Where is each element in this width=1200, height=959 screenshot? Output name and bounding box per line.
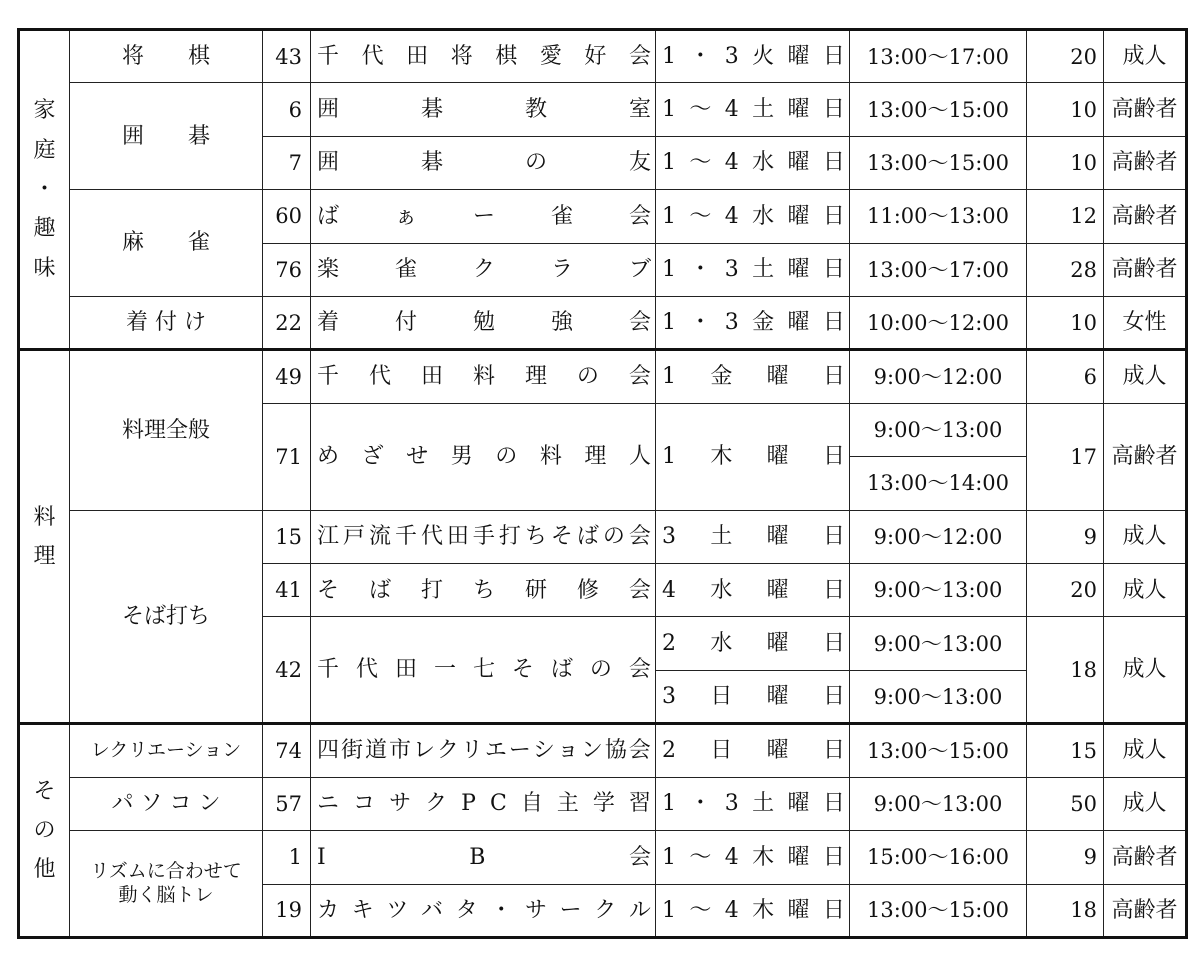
meeting-time: 9:00〜13:00 [850,617,1027,670]
subcategory-label: パ ソ コ ン [111,791,221,817]
meeting-day [656,297,850,350]
table-row [19,510,1187,563]
member-count: 18 [1027,617,1104,724]
group-name [311,136,656,189]
category-label: 家 庭 ・ 趣 味 [33,98,56,281]
member-count: 9 [1027,510,1104,563]
meeting-time: 9:00〜13:00 [850,564,1027,617]
subcategory-cell [70,350,263,510]
target-group: 成人 [1104,30,1187,83]
group-name [311,884,656,937]
subcategory-label: そば打ち [121,603,210,629]
group-name [311,350,656,403]
subcategory-label: レクリエーション [90,739,242,762]
category-cell [19,724,70,938]
target-group: 女性 [1104,297,1187,350]
group-number: 74 [263,724,311,777]
meeting-day [656,30,850,83]
group-name-text: カ キ ツ バ タ ・ サ ー ク ル [317,897,651,923]
member-count: 9 [1027,831,1104,884]
meeting-day-text: 1 ・ 3 金 曜 日 [662,310,845,336]
target-group: 成人 [1104,350,1187,403]
meeting-day [656,670,850,723]
meeting-day-text: 3 日 曜 日 [662,683,845,709]
group-name [311,297,656,350]
group-name [311,617,656,724]
group-name [311,831,656,884]
group-number: 6 [263,83,311,136]
target-group: 成人 [1104,510,1187,563]
meeting-time: 11:00〜13:00 [850,190,1027,243]
meeting-time: 10:00〜12:00 [850,297,1027,350]
group-number: 1 [263,831,311,884]
meeting-time: 13:00〜17:00 [850,243,1027,296]
group-number: 22 [263,297,311,350]
table-row [19,190,1187,243]
table-row [19,724,1187,777]
target-group: 高齢者 [1104,190,1187,243]
meeting-day-text: 1 〜 4 水 曜 日 [662,203,845,229]
group-number: 49 [263,350,311,403]
group-name-text: 着 付 勉 強 会 [317,310,651,336]
meeting-day [656,617,850,670]
meeting-day-text: 1 ・ 3 土 曜 日 [662,257,845,283]
meeting-day-text: 1 ・ 3 火 曜 日 [662,44,845,70]
member-count: 20 [1027,564,1104,617]
target-group: 成人 [1104,724,1187,777]
meeting-day [656,884,850,937]
meeting-time: 13:00〜15:00 [850,884,1027,937]
meeting-day-text: 1 〜 4 木 曜 日 [662,897,845,923]
group-name-text: 囲 碁 の 友 [317,150,651,176]
meeting-day-text: 1 ・ 3 土 曜 日 [662,791,845,817]
group-number: 57 [263,777,311,830]
group-number: 41 [263,564,311,617]
meeting-time: 9:00〜13:00 [850,670,1027,723]
meeting-day [656,777,850,830]
group-name [311,83,656,136]
subcategory-cell [70,831,263,938]
meeting-day [656,724,850,777]
group-name-text: ニ コ サ ク P C 自 主 学 習 [317,791,651,817]
member-count: 18 [1027,884,1104,937]
group-name-text: 千 代 田 料 理 の 会 [317,364,651,390]
meeting-time: 13:00〜14:00 [850,457,1027,510]
meeting-time: 9:00〜13:00 [850,403,1027,456]
group-number: 71 [263,403,311,510]
group-number: 15 [263,510,311,563]
activity-schedule-table [17,28,1188,939]
meeting-day [656,136,850,189]
group-name [311,190,656,243]
group-name [311,564,656,617]
meeting-day [656,243,850,296]
meeting-day-text: 1 〜 4 木 曜 日 [662,844,845,870]
meeting-day [656,83,850,136]
meeting-time: 15:00〜16:00 [850,831,1027,884]
target-group: 高齢者 [1104,136,1187,189]
meeting-day-text: 1 木 曜 日 [662,444,845,470]
meeting-day [656,350,850,403]
meeting-day-text: 4 水 曜 日 [662,577,845,603]
table-row [19,83,1187,136]
meeting-day-text: 2 水 曜 日 [662,631,845,657]
member-count: 17 [1027,403,1104,510]
subcategory-label: 将 棋 [121,44,210,70]
target-group: 高齢者 [1104,83,1187,136]
group-name-text: 千 代 田 将 棋 愛 好 会 [317,44,651,70]
group-name [311,30,656,83]
subcategory-cell [70,510,263,724]
target-group: 高齢者 [1104,403,1187,510]
group-name-text: 江 戸 流 千 代 田 手 打 ち そ ば の 会 [317,524,651,550]
category-label: そ の 他 [33,778,56,883]
category-cell [19,350,70,724]
group-number: 43 [263,30,311,83]
group-name [311,724,656,777]
member-count: 15 [1027,724,1104,777]
target-group: 高齢者 [1104,243,1187,296]
member-count: 50 [1027,777,1104,830]
group-name-text: 千 代 田 一 七 そ ば の 会 [317,657,651,683]
subcategory-label-line: 動く脳トレ [118,883,214,906]
group-number: 7 [263,136,311,189]
category-cell [19,30,70,350]
category-label: 料 理 [33,504,56,569]
subcategory-label: 麻 雀 [121,230,210,256]
group-name-text: I B 会 [317,844,651,870]
subcategory-label: 料理全般 [121,417,210,443]
group-number: 19 [263,884,311,937]
meeting-day-text: 1 金 曜 日 [662,364,845,390]
member-count: 6 [1027,350,1104,403]
meeting-day [656,403,850,510]
table-row [19,777,1187,830]
meeting-day [656,831,850,884]
meeting-day-text: 1 〜 4 水 曜 日 [662,150,845,176]
target-group: 成人 [1104,617,1187,724]
activity-schedule-table-frame [17,28,1185,936]
meeting-day [656,510,850,563]
group-name-text: 楽 雀 ク ラ ブ [317,257,651,283]
member-count: 12 [1027,190,1104,243]
group-name [311,510,656,563]
table-row [19,350,1187,403]
group-name-text: ば ぁ ー 雀 会 [317,203,651,229]
meeting-day-text: 2 日 曜 日 [662,738,845,764]
group-name [311,777,656,830]
group-number: 42 [263,617,311,724]
subcategory-cell [70,190,263,297]
target-group: 成人 [1104,777,1187,830]
meeting-day-text: 1 〜 4 土 曜 日 [662,96,845,122]
table-body [19,30,1187,938]
member-count: 20 [1027,30,1104,83]
group-number: 60 [263,190,311,243]
meeting-time: 9:00〜13:00 [850,777,1027,830]
subcategory-cell [70,777,263,830]
subcategory-cell [70,724,263,777]
meeting-time: 13:00〜17:00 [850,30,1027,83]
member-count: 10 [1027,83,1104,136]
target-group: 成人 [1104,564,1187,617]
subcategory-label-line: リズムに合わせて [90,859,242,882]
meeting-day-text: 3 土 曜 日 [662,524,845,550]
subcategory-cell [70,83,263,190]
subcategory-cell [70,297,263,350]
subcategory-label: 囲 碁 [121,123,210,149]
group-name [311,243,656,296]
group-number: 76 [263,243,311,296]
meeting-time: 9:00〜12:00 [850,510,1027,563]
target-group: 高齢者 [1104,884,1187,937]
group-name-text: そ ば 打 ち 研 修 会 [317,577,651,603]
target-group: 高齢者 [1104,831,1187,884]
table-row [19,30,1187,83]
member-count: 10 [1027,297,1104,350]
meeting-time: 9:00〜12:00 [850,350,1027,403]
table-row [19,831,1187,884]
subcategory-cell [70,30,263,83]
group-name-text: 囲 碁 教 室 [317,96,651,122]
group-name [311,403,656,510]
meeting-time: 13:00〜15:00 [850,724,1027,777]
group-name-text: め ざ せ 男 の 料 理 人 [317,444,651,470]
meeting-day [656,190,850,243]
member-count: 28 [1027,243,1104,296]
table-row [19,297,1187,350]
meeting-time: 13:00〜15:00 [850,136,1027,189]
meeting-day [656,564,850,617]
meeting-time: 13:00〜15:00 [850,83,1027,136]
subcategory-label: 着 付 け [126,310,206,336]
member-count: 10 [1027,136,1104,189]
group-name-text: 四 街 道 市 レ ク リ エ ー シ ョ ン 協 会 [317,738,651,764]
